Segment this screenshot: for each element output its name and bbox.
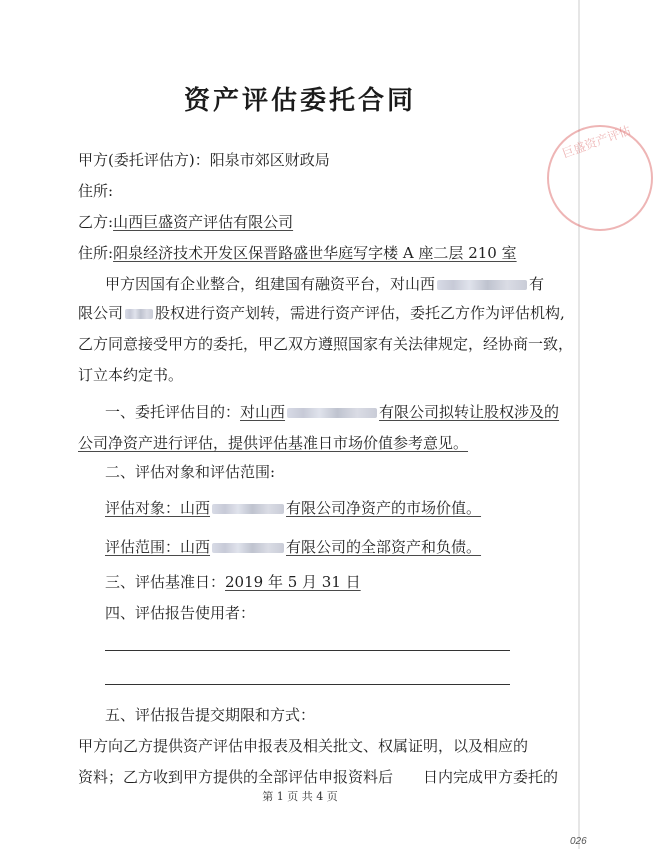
intro-text-2a: 限公司 — [78, 304, 124, 322]
evaluation-scope-prefix: 评估范围：山西 — [105, 538, 211, 556]
section1-line-2: 公司净资产进行评估，提供评估基准日市场价值参考意见。 — [78, 434, 469, 452]
section5-line-2: 资料；乙方收到甲方提供的全部评估申报资料后 日内完成甲方委托的 — [78, 768, 559, 786]
intro-text-1b: 有 — [529, 275, 545, 293]
section1-text-1c: 有限公司拟转让股权涉及的 — [379, 403, 560, 421]
redacted-company-name-2 — [125, 309, 153, 319]
section1-text-1b: 对山西 — [240, 403, 286, 421]
page-number-footer: 第 1 页 共 4 页 — [262, 790, 338, 803]
party-b-address-label: 住所: — [78, 244, 114, 262]
intro-text-1a: 甲方因国有企业整合，组建国有融资平台，对山西 — [105, 275, 436, 293]
section1-line-1 — [105, 402, 575, 422]
evaluation-object-line — [105, 498, 575, 518]
party-b-value: 山西巨盛资产评估有限公司 — [113, 213, 294, 231]
section2-heading: 二、评估对象和评估范围: — [105, 463, 276, 481]
redacted-company-name-5 — [212, 543, 284, 553]
party-b-line — [78, 212, 548, 232]
section1-heading: 一、委托评估目的： — [105, 403, 241, 421]
party-a-address-line — [78, 181, 548, 201]
evaluation-object-prefix: 评估对象：山西 — [105, 499, 211, 517]
party-b-address-value: 阳泉经济技术开发区保晋路盛世华庭写字楼 A 座二层 210 室 — [113, 244, 517, 262]
party-a-address-label: 住所: — [78, 182, 114, 200]
party-a-value: 阳泉市郊区财政局 — [209, 151, 330, 169]
section5-heading: 五、评估报告提交期限和方式： — [105, 706, 316, 724]
handwritten-page-code: 026 — [570, 836, 587, 847]
party-b-address-line — [78, 243, 548, 263]
party-a-line — [78, 150, 548, 170]
redacted-company-name-4 — [212, 504, 284, 514]
party-a-label: 甲方(委托评估方)： — [78, 151, 210, 169]
company-seal-icon — [540, 118, 660, 238]
section3-line — [105, 572, 575, 592]
intro-line-1 — [105, 274, 575, 294]
svg-text:巨盛资产评估: 巨盛资产评估 — [560, 123, 633, 161]
party-b-label: 乙方: — [78, 213, 114, 231]
intro-line-3: 乙方同意接受甲方的委托，甲乙双方遵照国家有关法律规定，经协商一致， — [78, 335, 574, 353]
intro-line-2 — [78, 303, 565, 323]
evaluation-base-date: 2019 年 5 月 31 日 — [225, 573, 361, 591]
evaluation-object-suffix: 有限公司净资产的市场价值。 — [286, 499, 482, 517]
redacted-company-name-3 — [287, 408, 377, 418]
report-user-blank-line-1 — [105, 650, 510, 651]
report-user-blank-line-2 — [105, 684, 510, 685]
section3-heading: 三、评估基准日： — [105, 573, 226, 591]
section5-line-1: 甲方向乙方提供资产评估申报表及相关批文、权属证明，以及相应的 — [78, 737, 529, 755]
contract-title: 资产评估委托合同 — [183, 86, 416, 116]
evaluation-scope-suffix: 有限公司的全部资产和负债。 — [286, 538, 482, 556]
intro-line-4: 订立本约定书。 — [78, 366, 184, 384]
evaluation-scope-line — [105, 537, 575, 557]
redacted-company-name-1 — [437, 280, 527, 290]
intro-text-2b: 股权进行资产划转，需进行资产评估，委托乙方作为评估机构, — [155, 304, 565, 322]
section4-heading: 四、评估报告使用者： — [105, 604, 256, 622]
